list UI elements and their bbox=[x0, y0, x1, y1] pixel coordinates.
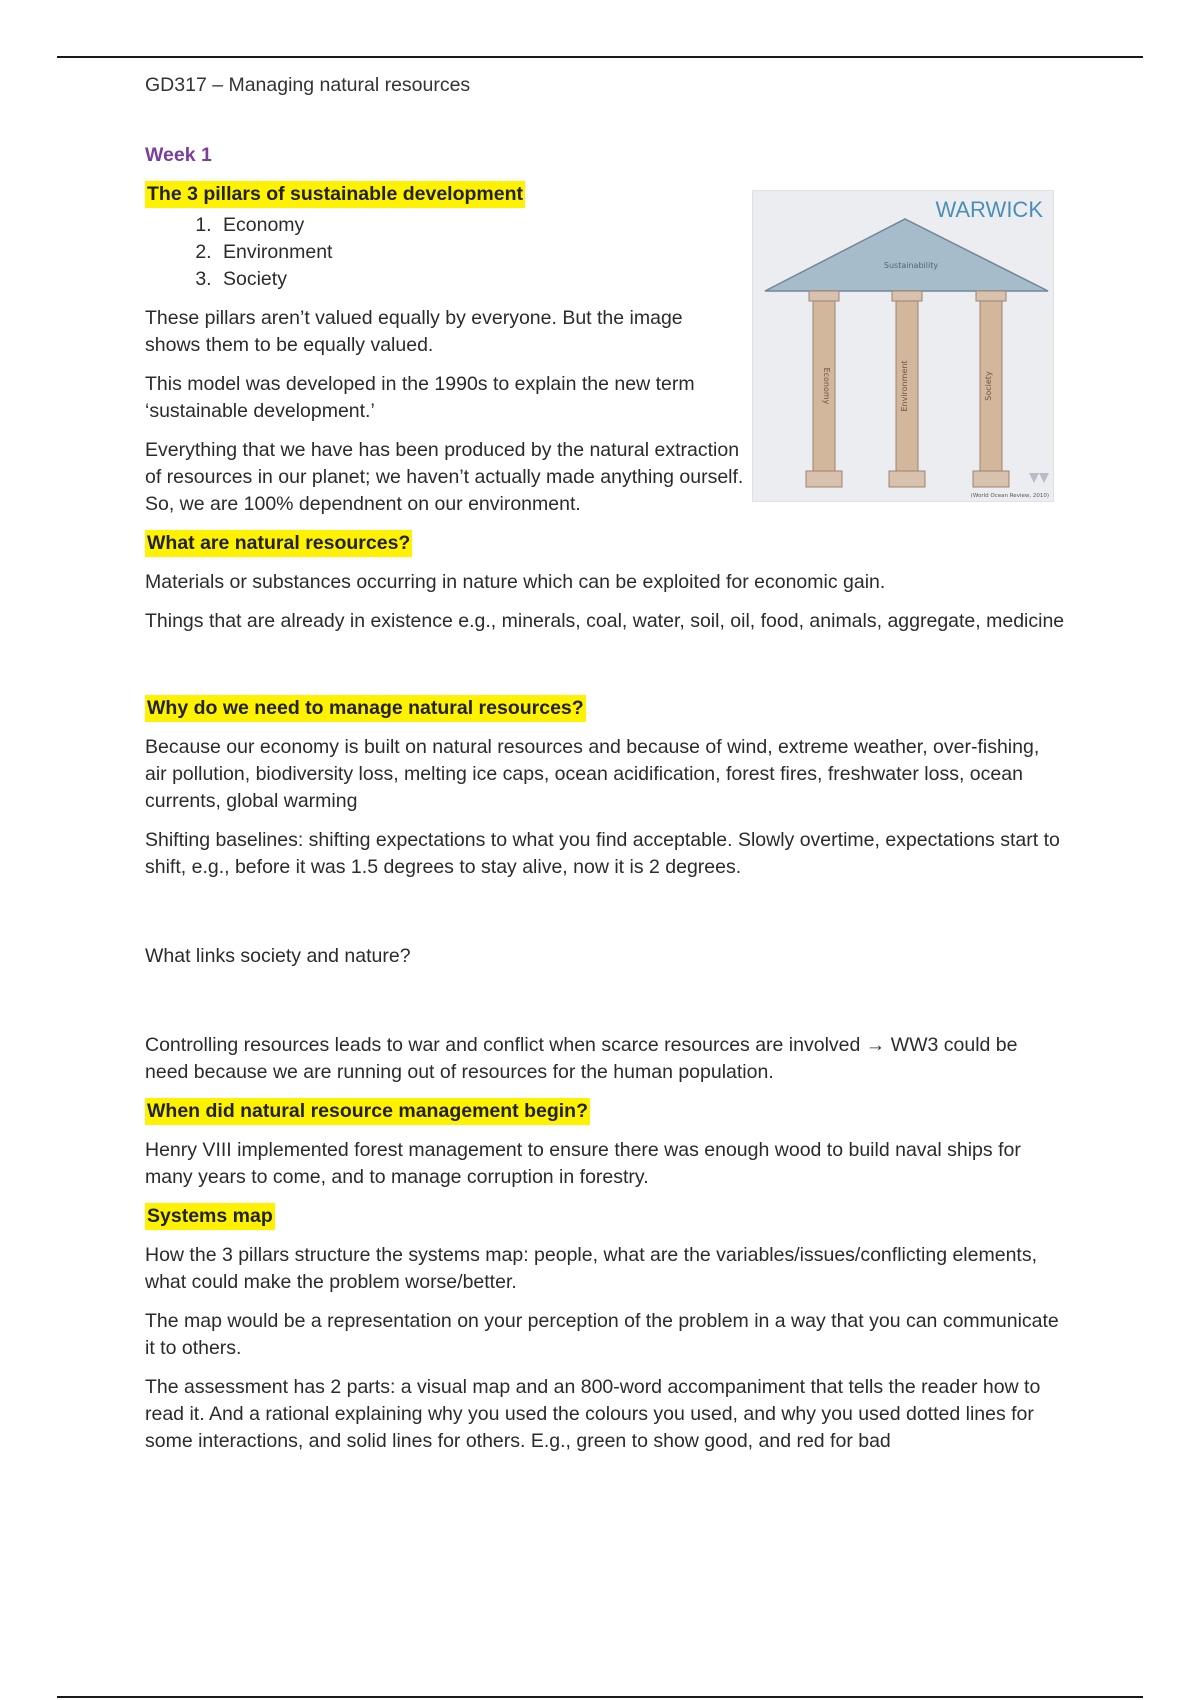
top-rule bbox=[57, 56, 1143, 58]
arrow-icon: → bbox=[865, 1034, 886, 1056]
paragraph: These pillars aren’t valued equally by everyone. But the image shows them to be equally valued. bbox=[145, 307, 683, 356]
paragraph: Materials or substances occurring in nature which can be exploited for economic gain. bbox=[145, 571, 886, 593]
section-heading-when-began bbox=[145, 1098, 1065, 1125]
paragraph: Shifting baselines: shifting expectations to what you find acceptable. Slowly overtime, expectations start to shift, e.g., before it was 1.5 degrees to stay alive, now it is 2 degrees. bbox=[145, 829, 1060, 878]
heading-text: The 3 pillars of sustainable development bbox=[145, 181, 525, 208]
bottom-rule bbox=[57, 1696, 1143, 1698]
list-item: 2. Environment bbox=[217, 239, 1065, 266]
paragraph bbox=[145, 1032, 1065, 1086]
section-heading-pillars bbox=[145, 181, 1065, 208]
document-page bbox=[145, 72, 1065, 1455]
document-title: GD317 – Managing natural resources bbox=[145, 74, 471, 96]
section-heading-systems-map bbox=[145, 1203, 1065, 1230]
heading-text: When did natural resource management begin? bbox=[145, 1098, 590, 1125]
figure-caption: (World Ocean Review, 2010) bbox=[970, 493, 1049, 499]
list-item: 1. Economy bbox=[217, 212, 1065, 239]
paragraph: This model was developed in the 1990s to explain the new term ‘sustainable development.’ bbox=[145, 373, 695, 422]
heading-text: Why do we need to manage natural resources? bbox=[145, 695, 586, 722]
paragraph-part: WW3 could be need because we are running out of resources for the human population. bbox=[145, 1034, 1018, 1083]
heading-text: Systems map bbox=[145, 1203, 275, 1230]
section-heading-why-manage bbox=[145, 695, 1065, 722]
column-label-society: Society bbox=[984, 371, 993, 401]
paragraph: Everything that we have has been produced by the natural extraction of resources in our planet; we haven’t actually made anything ourself. So, we are 100% dependnent on our environment. bbox=[145, 439, 744, 515]
paragraph: The assessment has 2 parts: a visual map and an 800-word accompaniment that tells the reader how to read it. And a rational explaining why you used the colours you used, and why you used dotted lines for some interactions, and solid lines for others. E.g., green to show good, and red for bad bbox=[145, 1376, 1041, 1452]
question-text: What links society and nature? bbox=[145, 945, 411, 967]
list-item: 3. Society bbox=[217, 266, 1065, 293]
paragraph: Henry VIII implemented forest management to ensure there was enough wood to build naval ships for many years to come, and to manage corruption in forestry. bbox=[145, 1139, 1021, 1188]
column-label-environment: Environment bbox=[900, 360, 909, 412]
paragraph-part: Controlling resources leads to war and conflict when scarce resources are involved bbox=[145, 1034, 861, 1056]
warwick-logo: WARWICK bbox=[935, 197, 1043, 222]
pillars-list bbox=[145, 212, 1065, 293]
paragraph: How the 3 pillars structure the systems map: people, what are the variables/issues/conflicting elements, what could make the problem worse/better. bbox=[145, 1244, 1038, 1293]
section-heading-natural-resources bbox=[145, 530, 1065, 557]
paragraph: The map would be a representation on your perception of the problem in a way that you can communicate it to others. bbox=[145, 1310, 1059, 1359]
paragraph: Because our economy is built on natural resources and because of wind, extreme weather, over-fishing, air pollution, biodiversity loss, melting ice caps, ocean acidification, forest fires, freshwater loss, ocean currents, global warming bbox=[145, 736, 1040, 812]
column-label-economy: Economy bbox=[822, 367, 831, 405]
roof-label: Sustainability bbox=[883, 261, 939, 270]
paragraph: Things that are already in existence e.g., minerals, coal, water, soil, oil, food, animals, aggregate, medicine bbox=[145, 610, 1065, 632]
week-heading: Week 1 bbox=[145, 144, 212, 166]
heading-text: What are natural resources? bbox=[145, 530, 412, 557]
